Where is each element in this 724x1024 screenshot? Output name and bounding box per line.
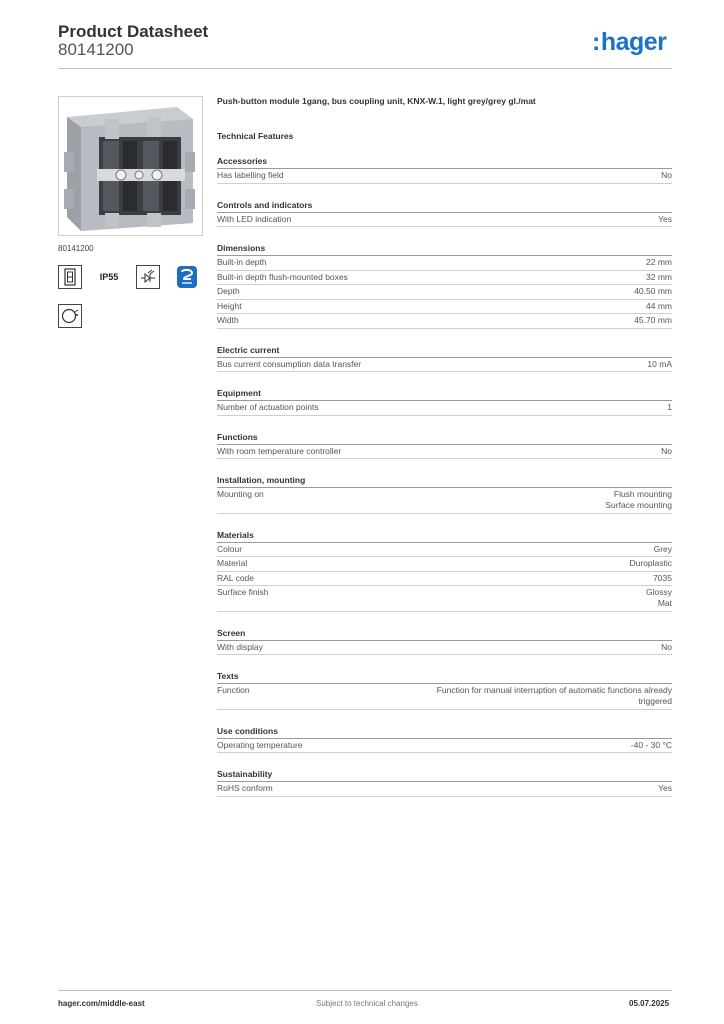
spec-value <box>658 214 672 225</box>
row-divider <box>217 458 672 459</box>
section-title: Use conditions <box>217 725 278 736</box>
spec-value-line: Grey <box>653 543 672 554</box>
product-image <box>58 96 203 236</box>
spec-row <box>217 587 672 609</box>
section-title: Sustainability <box>217 769 273 779</box>
spec-key: Number of actuation points <box>217 402 319 412</box>
section-title: Accessories <box>217 156 268 166</box>
spec-value-line: 45.70 mm <box>634 315 672 325</box>
row-divider <box>217 415 672 416</box>
spec-key: With room temperature controller <box>217 445 342 456</box>
section-divider <box>217 168 672 169</box>
section-divider <box>217 357 672 358</box>
brand-logo-text: hager <box>600 28 667 56</box>
spec-key: RAL code <box>217 572 255 583</box>
spec-value <box>658 783 672 794</box>
spec-row <box>217 359 672 370</box>
footer-date: 05.07.2025 <box>629 999 670 1008</box>
spec-row <box>217 286 672 297</box>
spec-key: Material <box>217 558 248 568</box>
spec-row <box>217 573 672 584</box>
row-divider <box>217 371 672 372</box>
spec-value <box>646 587 672 609</box>
spec-value <box>646 272 672 283</box>
row-divider <box>217 709 672 710</box>
section-title: Functions <box>217 431 258 442</box>
brand-logo-prefix: : <box>592 28 600 56</box>
section-divider <box>217 781 672 782</box>
spec-value <box>661 642 672 653</box>
row-divider <box>217 654 672 655</box>
spec-value <box>646 301 672 312</box>
spec-key: Surface finish <box>217 587 269 597</box>
spec-value-line: Function for manual interruption of automatic functions already <box>436 685 672 695</box>
row-divider <box>217 513 672 514</box>
spec-key: Operating temperature <box>217 739 303 750</box>
spec-value-line: Surface mounting <box>605 500 672 510</box>
row-divider <box>217 556 672 557</box>
spec-value <box>629 558 672 569</box>
footer-website[interactable]: hager.com/middle-east <box>58 999 145 1008</box>
section-divider <box>217 640 672 641</box>
image-caption: 80141200 <box>58 244 94 253</box>
spec-value-line: 40.50 mm <box>634 286 672 296</box>
spec-row <box>217 740 672 751</box>
row-divider <box>217 183 672 184</box>
spec-value-line: Duroplastic <box>629 558 672 568</box>
spec-key: Height <box>217 300 242 311</box>
spec-key: Has labelling field <box>217 170 284 180</box>
spec-value-line: 1 <box>667 402 672 412</box>
section-divider <box>217 683 672 684</box>
technical-features-heading: Technical Features <box>217 131 294 141</box>
spec-value <box>653 573 672 584</box>
spec-key: With display <box>217 641 263 652</box>
spec-value <box>634 315 672 326</box>
spec-key: Built-in depth flush-mounted boxes <box>217 271 348 282</box>
section-title: Screen <box>217 627 246 638</box>
section-title: Controls and indicators <box>217 199 313 210</box>
spec-value-line: Yes <box>658 783 672 793</box>
spec-key: Function <box>217 685 250 695</box>
spec-value-line: Glossy <box>646 587 672 597</box>
spec-value-line: 32 mm <box>646 271 672 282</box>
row-divider <box>217 313 672 314</box>
spec-value <box>646 257 672 268</box>
section-divider <box>217 738 672 739</box>
section-divider <box>217 444 672 445</box>
spec-row <box>217 214 672 225</box>
spec-value <box>661 170 672 181</box>
row-divider <box>217 226 672 227</box>
row-divider <box>217 270 672 271</box>
section-divider <box>217 542 672 543</box>
spec-key: Depth <box>217 286 240 296</box>
spec-row <box>217 558 672 569</box>
row-divider <box>217 299 672 300</box>
section-title: Installation, mounting <box>217 475 306 485</box>
labelling-field-icon <box>58 265 82 289</box>
spec-row <box>217 315 672 326</box>
brand-logo <box>592 28 666 57</box>
spec-key: Bus current consumption data transfer <box>217 358 362 369</box>
spec-value-line: 7035 <box>653 572 672 583</box>
spec-row <box>217 685 672 707</box>
ip55-icon <box>97 265 121 289</box>
spec-value-line: triggered <box>638 696 672 706</box>
spec-row <box>217 489 672 511</box>
spec-key: Width <box>217 315 239 325</box>
section-title: Electric current <box>217 344 280 355</box>
row-divider <box>217 796 672 797</box>
spec-value <box>634 286 672 297</box>
spec-row <box>217 446 672 457</box>
row-divider <box>217 585 672 586</box>
spec-value-line: No <box>661 170 672 180</box>
spec-value-line: -40 - 30 °C <box>630 739 672 750</box>
row-divider <box>217 752 672 753</box>
section-divider <box>217 212 672 213</box>
footer-divider <box>58 990 672 991</box>
spec-value-line: Flush mounting <box>613 489 672 499</box>
section-title: Texts <box>217 671 239 681</box>
spec-value <box>654 544 672 555</box>
section-title: Dimensions <box>217 243 266 253</box>
page-title: Product Datasheet <box>58 22 209 41</box>
section-title: Equipment <box>217 388 261 398</box>
spec-value <box>631 740 672 751</box>
section-divider <box>217 487 672 488</box>
spec-value-line: 10 mA <box>647 358 672 369</box>
spec-value-line: Mat <box>657 598 672 608</box>
spec-value-line: No <box>661 641 672 652</box>
spec-value <box>667 402 672 413</box>
spec-value <box>647 359 672 370</box>
row-divider <box>217 284 672 285</box>
temperature-controller-icon <box>58 304 82 328</box>
product-description: Push-button module 1gang, bus coupling unit, KNX-W.1, light grey/grey gl./mat <box>217 96 536 106</box>
spec-value-line: 22 mm <box>646 257 672 267</box>
row-divider <box>217 611 672 612</box>
spec-key: Built-in depth <box>217 257 267 267</box>
spec-value-line: No <box>661 445 672 456</box>
spec-row <box>217 642 672 653</box>
spec-value-line: 44 mm <box>646 300 672 311</box>
spec-key: Colour <box>217 543 243 554</box>
spec-row <box>217 402 672 413</box>
header-divider <box>58 68 672 69</box>
led-indication-icon <box>136 265 160 289</box>
spec-row <box>217 257 672 268</box>
section-title: Materials <box>217 529 254 540</box>
spec-row <box>217 544 672 555</box>
spec-value <box>437 685 672 707</box>
spec-value-line: Yes <box>658 213 672 224</box>
push-button-module-illustration <box>59 97 202 235</box>
spec-row <box>217 301 672 312</box>
spec-value <box>605 489 672 511</box>
spec-key: With LED indication <box>217 213 292 224</box>
footer-note: Subject to technical changes <box>316 999 418 1008</box>
section-divider <box>217 255 672 256</box>
spec-row <box>217 783 672 794</box>
spec-key: RoHS conform <box>217 783 273 793</box>
row-divider <box>217 328 672 329</box>
ip55-label: IP55 <box>99 272 119 282</box>
knx-icon <box>175 265 199 289</box>
section-divider <box>217 400 672 401</box>
spec-row <box>217 170 672 181</box>
row-divider <box>217 571 672 572</box>
spec-key: Mounting on <box>217 489 264 499</box>
spec-row <box>217 272 672 283</box>
spec-value <box>661 446 672 457</box>
product-number: 80141200 <box>58 40 134 59</box>
